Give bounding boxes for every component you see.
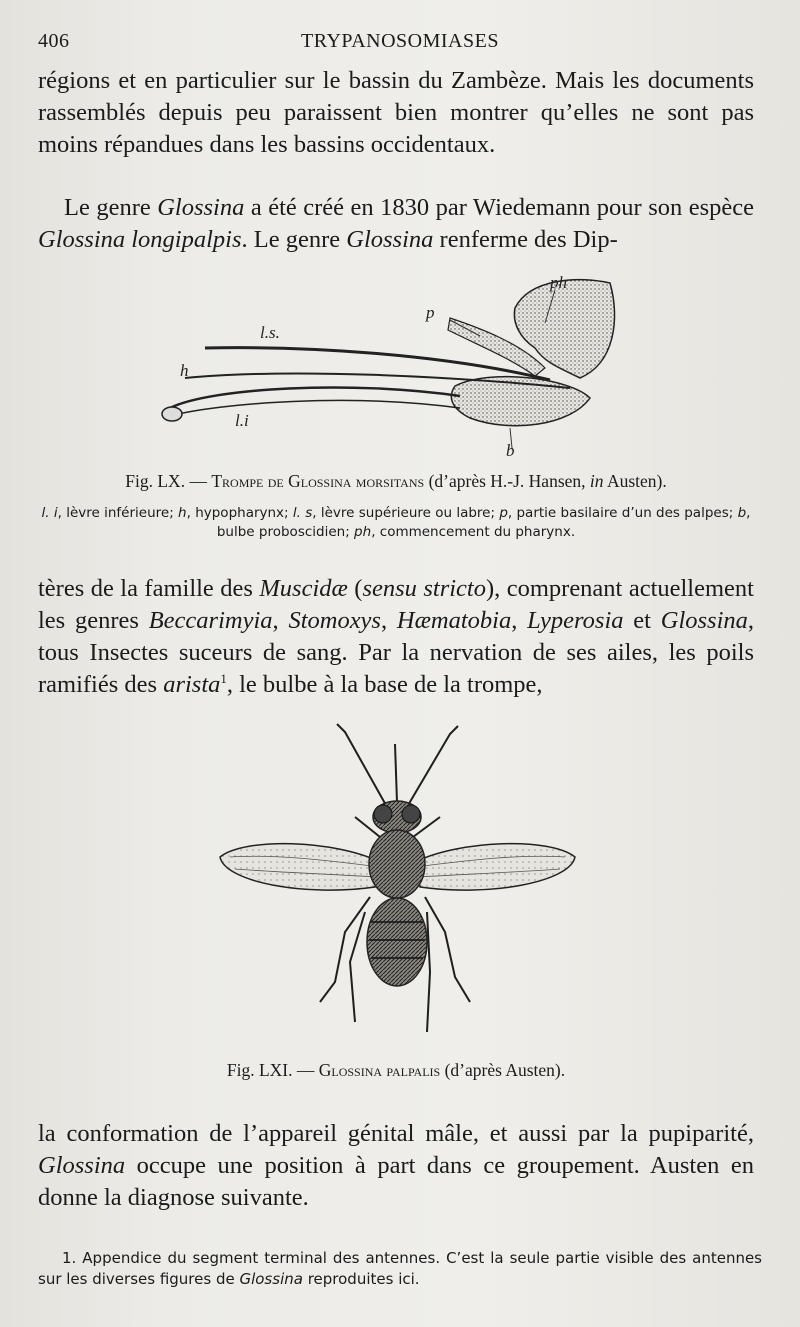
page-number: 406 (38, 30, 70, 52)
legend-key: b (737, 505, 747, 521)
genus-name: Beccarimyia (148, 607, 273, 634)
running-header (38, 30, 762, 60)
text-run: , (511, 607, 528, 634)
text-run: , (380, 607, 397, 634)
text-run: , tous Insectes suceurs de sang. Par la nervation de ses ailes, les poils ramifiés des (38, 607, 755, 698)
label-h: h (180, 361, 189, 380)
label-ls: l.s. (260, 323, 280, 342)
text-run: a été créé en 1830 par Wiedemann pour son espèce (244, 194, 754, 221)
legend-key: ph (354, 524, 372, 540)
text-run: . Le genre (241, 226, 347, 253)
text-run: Le genre (64, 194, 158, 221)
text-run: tères de la famille des (38, 575, 260, 602)
fly-abdomen (367, 898, 427, 986)
label-ph: ph (550, 273, 567, 292)
right-wing (415, 844, 575, 891)
label-li: l.i (235, 411, 249, 430)
text-run: , (272, 607, 289, 634)
text-run: , le bulbe à la base de la trompe, (226, 671, 543, 698)
legend-value: , hypopharynx; (186, 505, 293, 521)
species-name: Glossina longipalpis (38, 226, 242, 253)
caption-prefix: Fig. LX. — (125, 471, 212, 491)
genus-name: Hæmatobia (396, 607, 512, 634)
footnote-ref[interactable]: 1 (220, 670, 227, 686)
labium-line (170, 400, 460, 416)
label-b: b (506, 441, 515, 458)
paragraph-4 (38, 1118, 754, 1214)
caption-text: Austen). (603, 471, 667, 491)
text-run: renferme des Dip- (433, 226, 618, 253)
text-run: 1. Appendice du segment terminal des antennes. C’est la seule partie visible des antennes sur les diverses figures de (38, 1249, 762, 1288)
fly-thorax (369, 830, 425, 898)
genus-name: Stomoxys (288, 607, 381, 634)
text-run: et (623, 607, 661, 634)
genus-name: Glossina (157, 194, 245, 221)
figure-61-caption (38, 1060, 754, 1081)
text-run: ), comprenant actuellement les genres (38, 575, 754, 634)
text-run: reproduites ici. (302, 1270, 420, 1288)
proboscis-illustration (150, 268, 630, 458)
caption-text: (d’après Austen). (440, 1060, 566, 1080)
legend-value: , bulbe proboscidien; (216, 505, 751, 540)
term-arista: arista (163, 671, 221, 698)
text-run: occupe une position à part dans ce groupement. Austen en donne la diagnose suivante. (38, 1152, 754, 1211)
fly-eye (402, 805, 420, 823)
legend-key: l. s (292, 505, 313, 521)
label-p: p (426, 303, 435, 322)
legend-key: l. i (41, 505, 58, 521)
labella-tip (162, 407, 182, 421)
caption-title: Trompe de Glossina morsitans (211, 471, 425, 491)
legend-value: , partie basilaire d’un des palpes; (507, 505, 738, 521)
legend-key: h (178, 505, 187, 521)
genus-name: Lyperosia (527, 607, 624, 634)
labium-line (170, 387, 460, 408)
genus-name: Glossina (38, 1152, 126, 1179)
figure-60-legend (38, 504, 754, 542)
paragraph-1: régions et en particulier sur le bassin du Zambèze. Mais les documents rassemblés depuis peu paraissent bien montrer qu’elles ne sont pas moins répandues dans les bassins occidentaux. (38, 67, 754, 158)
legend-value: , lèvre supérieure ou labre; (312, 505, 500, 521)
text-run: la conformation de l’appareil génital mâle, et aussi par la pupiparité, (38, 1120, 754, 1147)
paragraph-3 (38, 573, 754, 701)
legend-value: , lèvre inférieure; (57, 505, 179, 521)
paragraph-2 (38, 192, 754, 256)
caption-italic: in (589, 471, 604, 491)
caption-prefix: Fig. LXI. — (226, 1060, 319, 1080)
legend-key: p (499, 505, 508, 521)
tsetse-fly-illustration (215, 722, 580, 1042)
genus-name: Glossina (660, 607, 748, 634)
running-title: TRYPANOSOMIASES (301, 30, 499, 52)
family-name: Muscidæ (259, 575, 348, 602)
footnote-1 (38, 1248, 762, 1290)
text-run: ( (347, 575, 363, 602)
figure-60-caption (38, 471, 754, 492)
genus-name: Glossina (346, 226, 434, 253)
left-wing (220, 844, 380, 891)
latin-phrase: sensu stricto (362, 575, 486, 602)
caption-title: Glossina palpalis (318, 1060, 441, 1080)
legend-value: , commencement du pharynx. (371, 524, 576, 540)
fly-eye (374, 805, 392, 823)
caption-text: (d’après H.-J. Hansen, (424, 471, 590, 491)
genus-name: Glossina (239, 1270, 303, 1288)
